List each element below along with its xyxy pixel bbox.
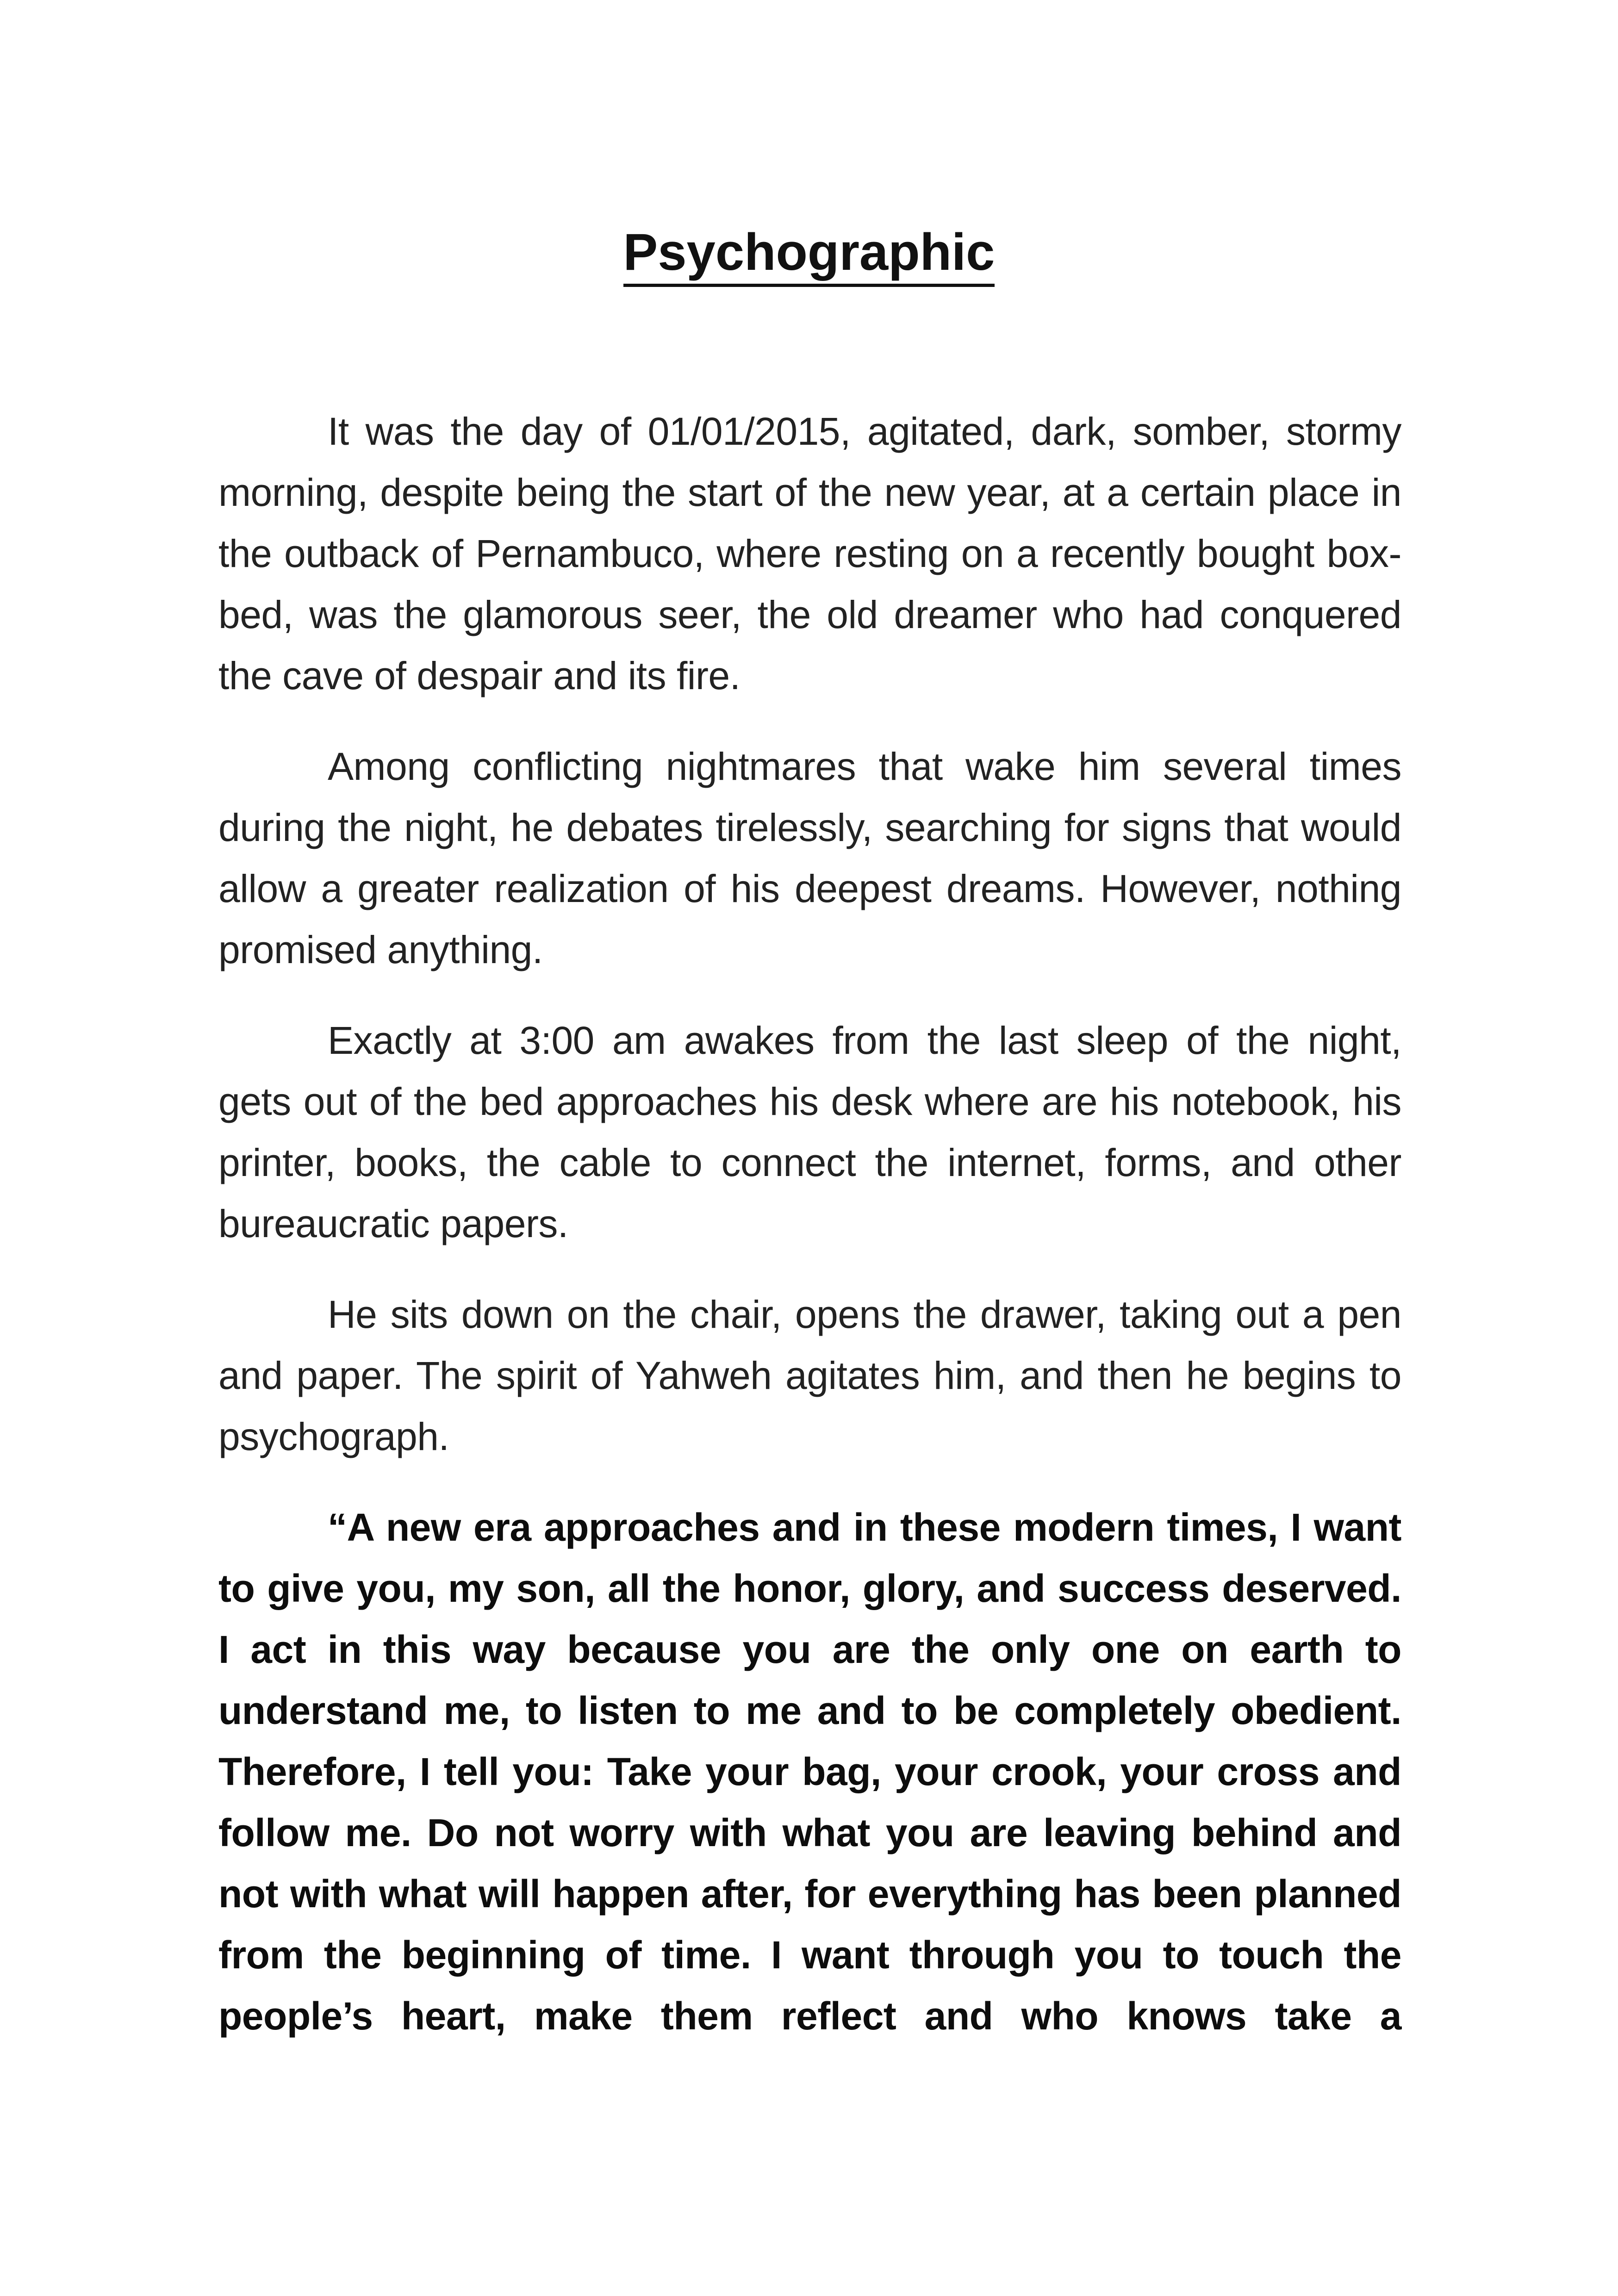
body-text xyxy=(218,401,1401,2076)
page-title xyxy=(0,218,1618,287)
quoted-message-paragraph: “A new era approaches and in these modern times, I want to give you, my son, all the honor, glory, and success deserved. I act in this way because you are the only one on earth to understand me, to listen to me and to be completely obedient. Therefore, I tell you: Take your bag, your crook, your cross and follow me. Do not worry with what you are leaving behind and not with what will happen after, for everything has been planned from the beginning of time. I want through you to touch the people’s heart, make them reflect and who knows take a xyxy=(218,1506,1401,2038)
paragraph-1: It was the day of 01/01/2015, agitated, dark, somber, stormy morning, despite being the start of the new year, at a certain place in the outback of Pernambuco, where resting on a recently bought box-bed, was the glamorous seer, the old dreamer who had conquered the cave of despair and its fire. xyxy=(218,410,1401,697)
paragraph-2: Among conflicting nightmares that wake him several times during the night, he debates tirelessly, searching for signs that would allow a greater realization of his deepest dreams. However, nothing promised anything. xyxy=(218,745,1401,971)
paragraph-3: Exactly at 3:00 am awakes from the last sleep of the night, gets out of the bed approaches his desk where are his notebook, his printer, books, the cable to connect the internet, forms, and other bureaucratic papers. xyxy=(218,1019,1401,1245)
title-text: Psychographic xyxy=(623,223,995,287)
paragraph-4: He sits down on the chair, opens the drawer, taking out a pen and paper. The spirit of Yahweh agitates him, and then he begins to psychograph. xyxy=(218,1293,1401,1458)
